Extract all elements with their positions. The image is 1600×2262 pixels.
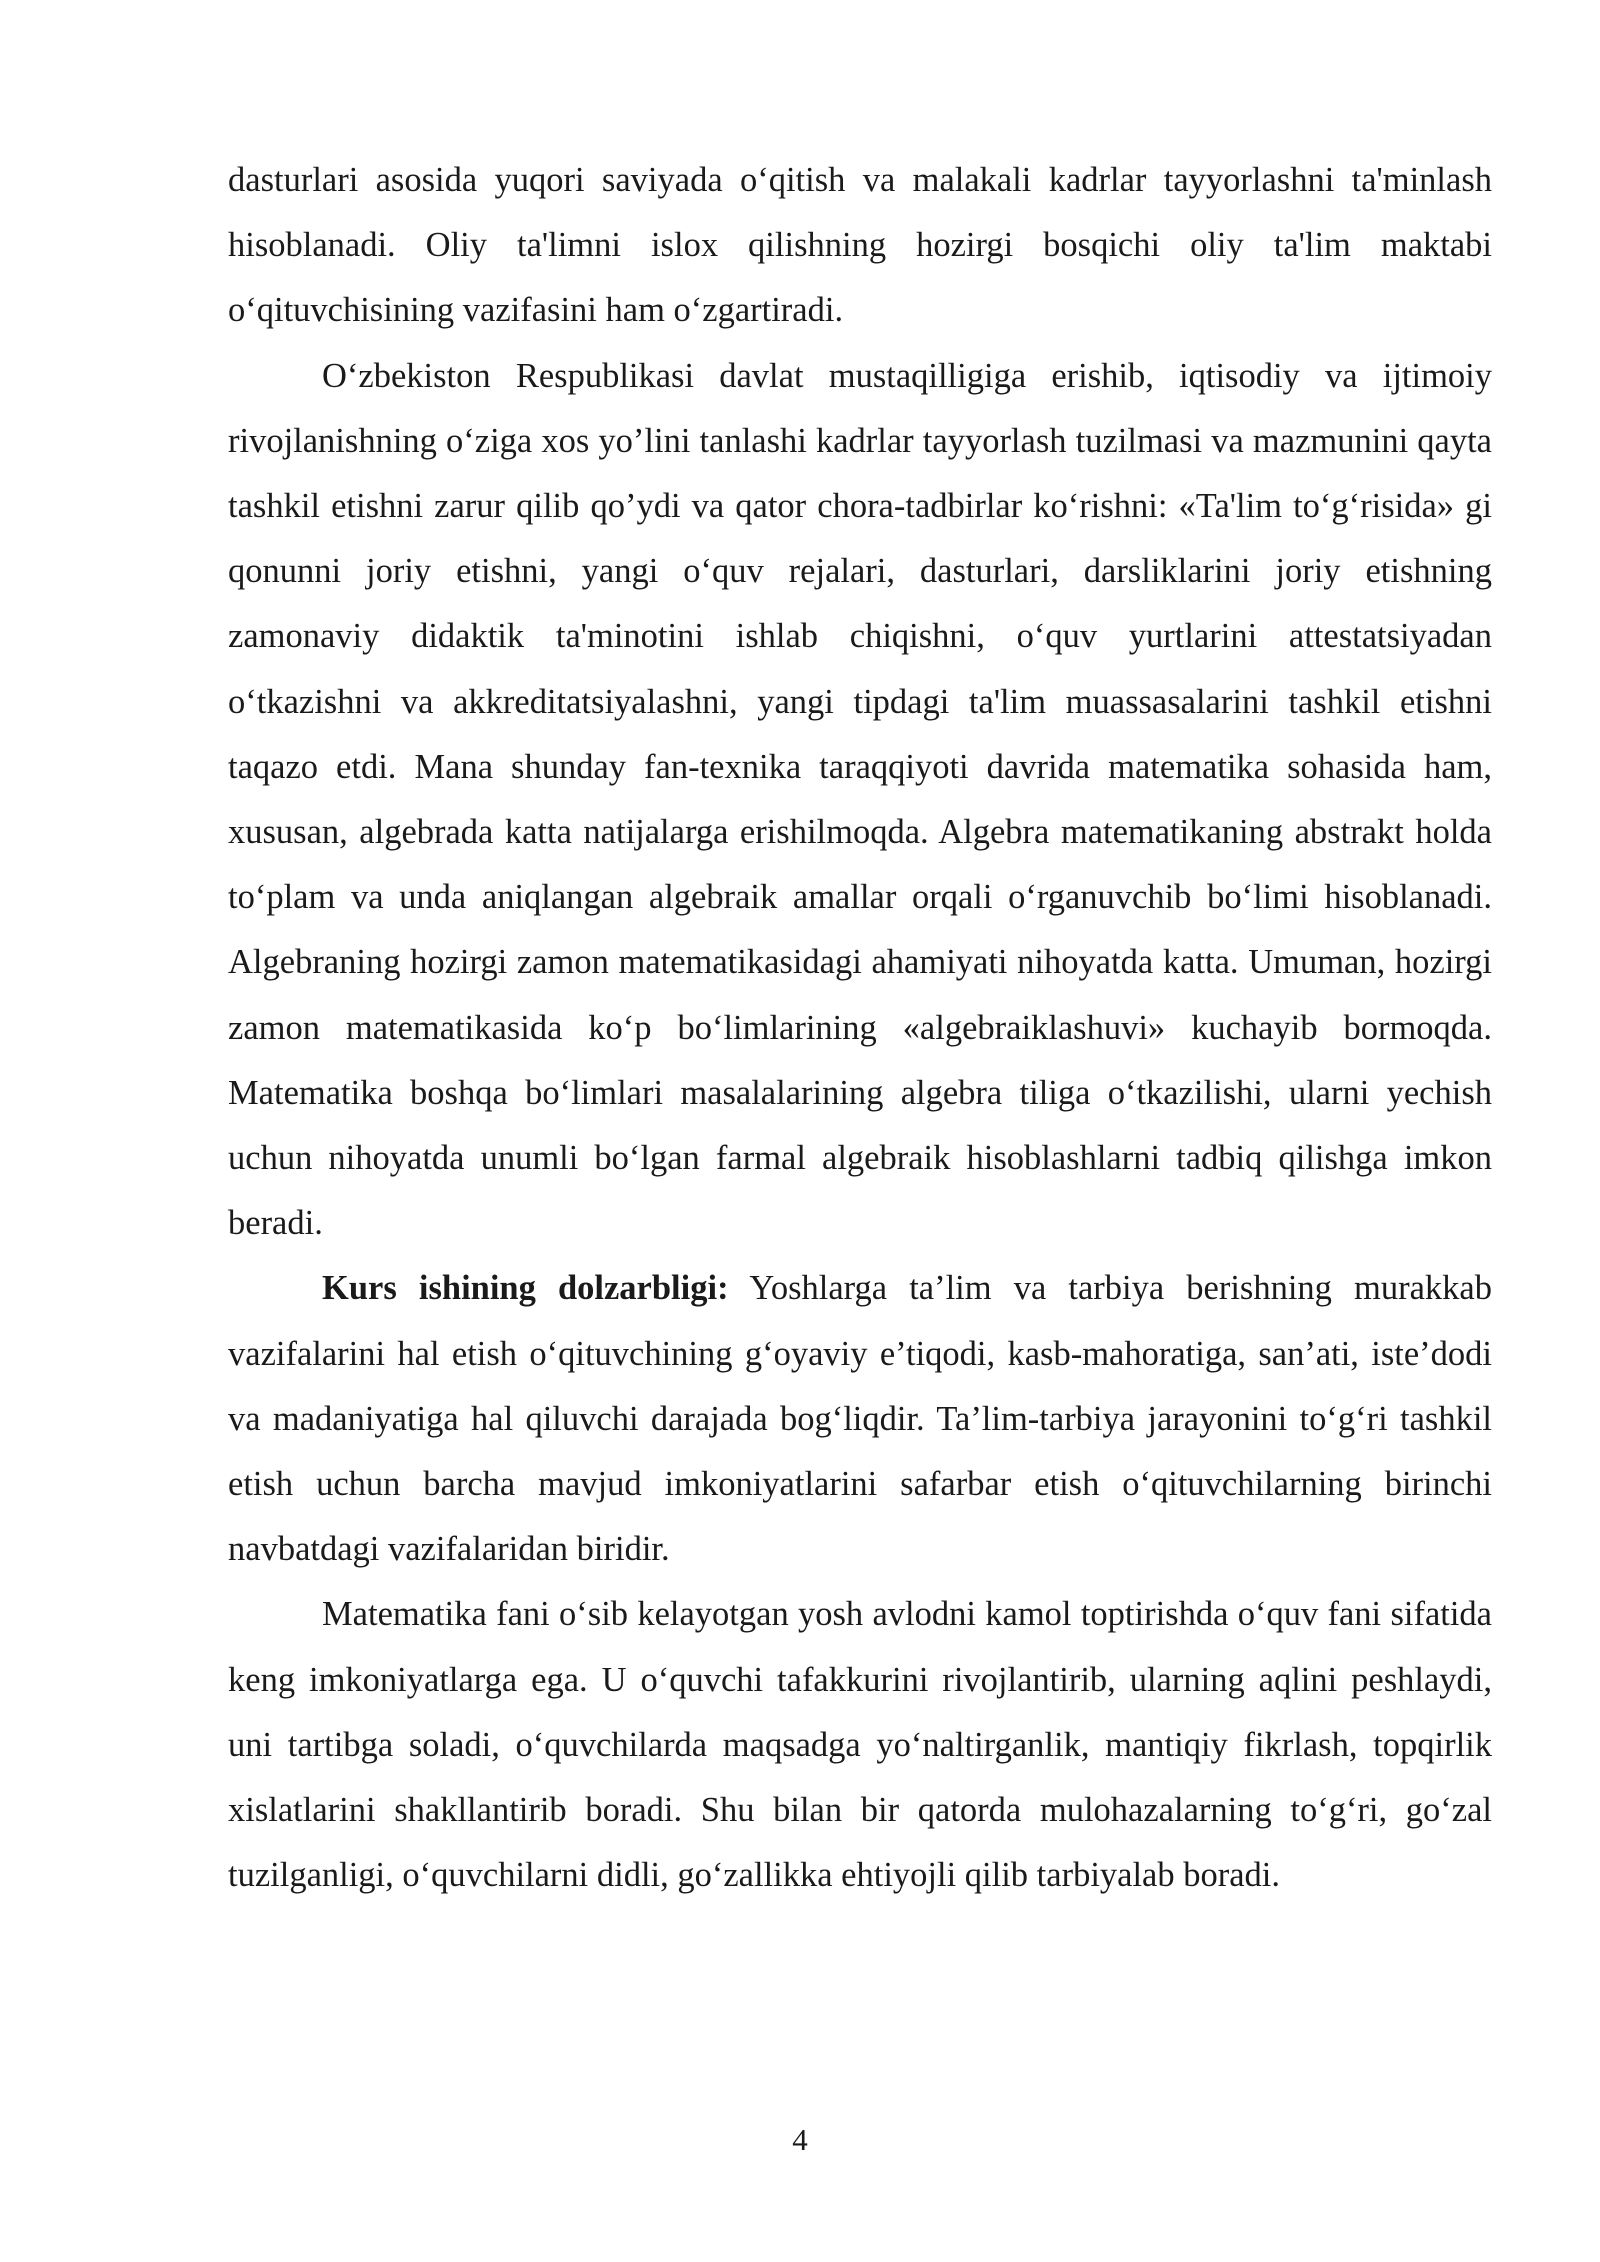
paragraph-2 xyxy=(228,344,1492,1257)
paragraph-3 xyxy=(228,1256,1492,1582)
paragraph-text: Matematika fani o‘sib kelayotgan yosh avlodni kamol toptirishda o‘quv fani sifatida keng imkoniyatlarga ega. U o‘quvchi tafakkurini rivojlantirib, ularning aqlini peshlaydi, uni tartibga soladi, o‘quvchilarda maqsadga yo‘naltirganlik, mantiqiy fikrlash, topqirlik xislatlarini shakllantirib boradi. Shu bilan bir qatorda mulohazalarning to‘g‘ri, go‘zal tuzilganligi, o‘quvchilarni didli, go‘zallikka ehtiyojli qilib tarbiyalab boradi. xyxy=(228,1595,1492,1895)
paragraph-text: Yoshlarga ta’lim va tarbiya berishning murakkab vazifalarini hal etish o‘qituvchining g‘oyaviy e’tiqodi, kasb-mahoratiga, san’ati, iste’dodi va madaniyatiga hal qiluvchi darajada bog‘liqdir. Ta’lim-tarbiya jarayonini to‘g‘ri tashkil etish uchun barcha mavjud imkoniyatlarini safarbar etish o‘qituvchilarning birinchi navbatdagi vazifalaridan biridir. xyxy=(228,1269,1492,1569)
paragraph-text: O‘zbekiston Respublikasi davlat mustaqilligiga erishib, iqtisodiy va ijtimoiy rivojlanishning o‘ziga xos yo’lini tanlashi kadrlar tayyorlash tuzilmasi va mazmunini qayta tashkil etishni zarur qilib qo’ydi va qator chora-tadbirlar ko‘rishni: «Ta'lim to‘g‘risida» gi qonunni joriy etishni, yangi o‘quv rejalari, dasturlari, darsliklarini joriy etishning zamonaviy didaktik ta'minotini ishlab chiqishni, o‘quv yurtlarini attestatsiyadan o‘tkazishni va akkreditatsiyalashni, yangi tipdagi ta'lim muassasalarini tashkil etishni taqazo etdi. Mana shunday fan-texnika taraqqiyoti davrida matematika sohasida ham, xususan, algebrada katta natijalarga erishilmoqda. Algebra matematikaning abstrakt holda to‘plam va unda aniqlangan algebraik amallar orqali o‘rganuvchib bo‘limi hisoblanadi. Algebraning hozirgi zamon matematikasidagi ahamiyati nihoyatda katta. Umuman, hozirgi zamon matematikasida ko‘p bo‘limlarining «algebraiklashuvi» kuchayib bormoqda. Matematika boshqa bo‘limlari masalalarining algebra tiliga o‘tkazilishi, ularni yechish uchun nihoyatda unumli bo‘lgan farmal algebraik hisoblashlarni tadbiq qilishga imkon beradi. xyxy=(228,356,1492,1243)
page-number: 4 xyxy=(792,2122,808,2157)
paragraph-4 xyxy=(228,1582,1492,1908)
paragraph-1 xyxy=(228,148,1492,344)
section-heading-inline: Kurs ishining dolzarbligi: xyxy=(322,1269,729,1308)
document-body xyxy=(228,148,1492,1908)
paragraph-text: dasturlari asosida yuqori saviyada o‘qitish va malakali kadrlar tayyorlashni ta'minlash hisoblanadi. Oliy ta'limni islox qilishning hozirgi bosqichi oliy ta'lim maktabi o‘qituvchisining vazifasini ham o‘zgartiradi. xyxy=(228,161,1492,330)
